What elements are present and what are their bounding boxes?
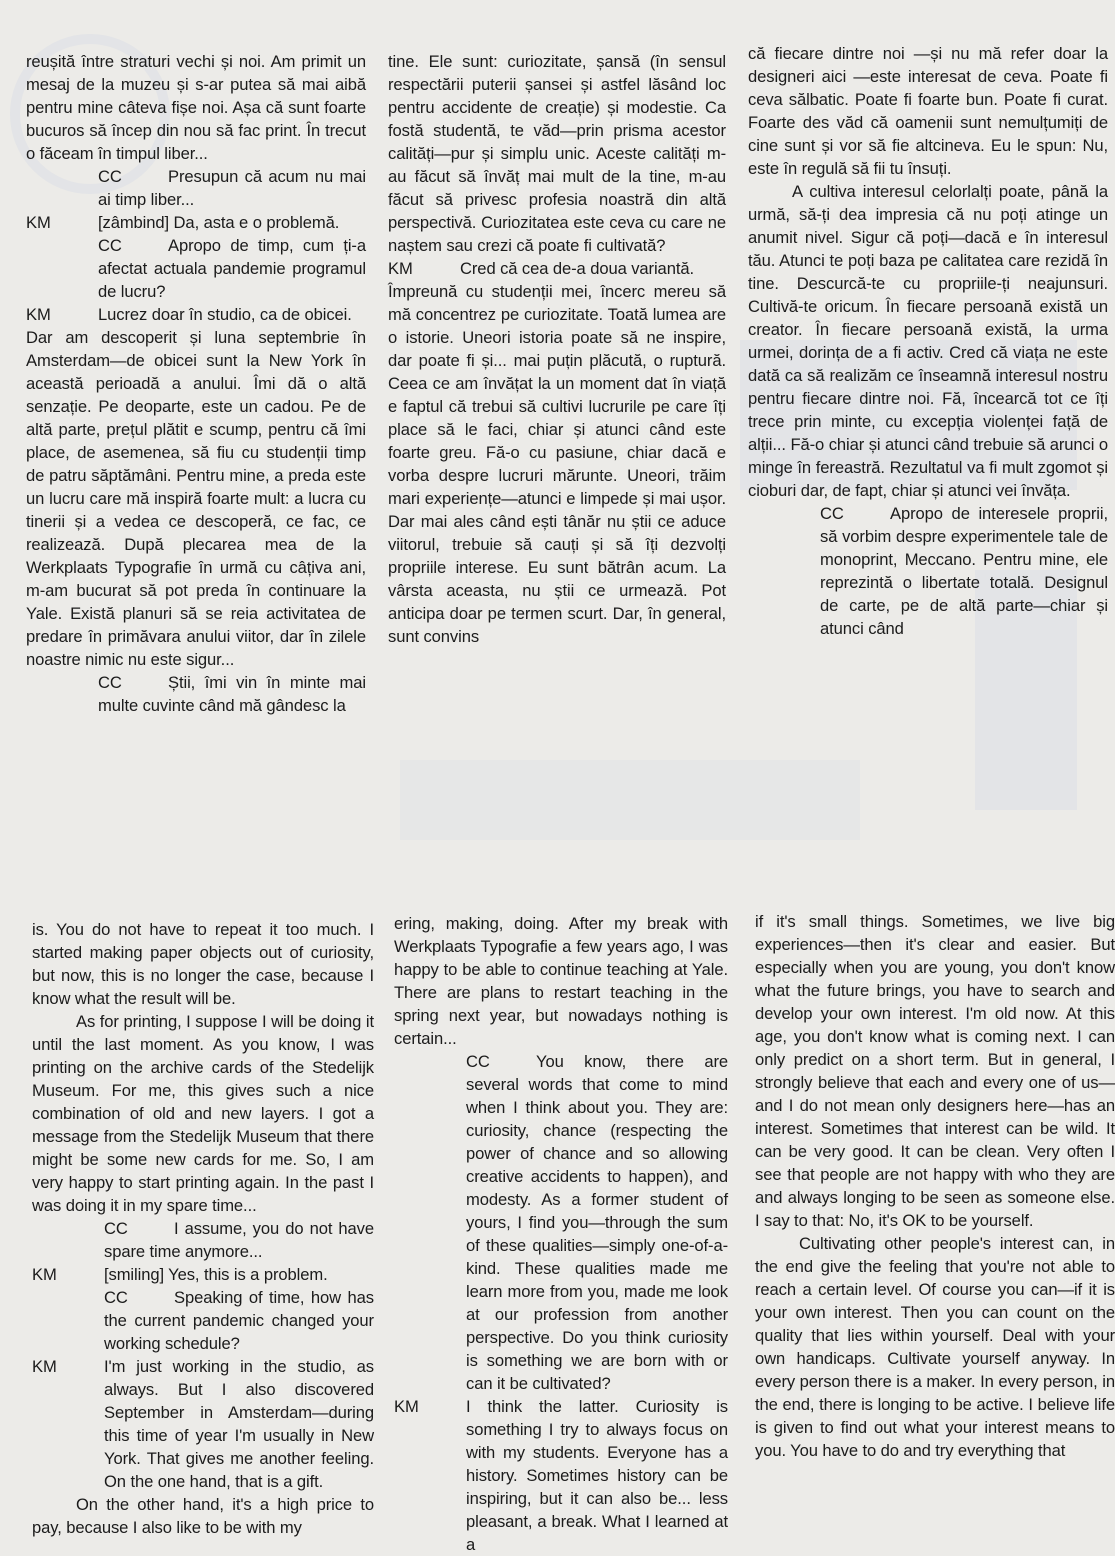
speaker-label: KM: [26, 305, 51, 324]
turn-text: [zâmbind] Da, asta e o problemă.: [98, 213, 340, 232]
english-column-1: [32, 918, 374, 1539]
interview-turn: [388, 257, 726, 280]
speaker-label: CC: [98, 673, 122, 692]
paragraph: is. You do not have to repeat it too much. I started making paper objects out of curiosity, but now, this is no longer the case, because I know what the result will be.: [32, 920, 374, 1008]
romanian-column-2: [388, 50, 726, 648]
romanian-column-1: [26, 50, 366, 717]
turn-text: Cred că cea de-a doua variantă.: [460, 259, 694, 278]
speaker-label: KM: [394, 1397, 419, 1416]
interview-turn: [394, 1395, 728, 1556]
interviewer-turn: [394, 1050, 728, 1395]
turn-text: Speaking of time, how has the current pandemic changed your working schedule?: [104, 1288, 374, 1353]
paragraph: Cultivating other people's interest can, in the end give the feeling that you're not able to reach a certain level. Of course you can—if it is your own interest. Then you can count on the quality that lies within yourself. Deal with your own handicaps. Cultivate yourself anyway. In every person there is a maker. In every person, in the end, there is longing to be active. I believe life is given to find out what your interest means to you. You have to do and try everything that: [755, 1234, 1115, 1460]
paragraph: On the other hand, it's a high price to pay, because I also like to be with my: [32, 1495, 374, 1537]
speaker-label: KM: [388, 259, 413, 278]
interviewer-turn: [26, 165, 366, 211]
english-column-2: [394, 912, 728, 1556]
speaker-label: KM: [32, 1265, 57, 1284]
speaker-label: CC: [104, 1219, 128, 1238]
turn-text: I think the latter. Curiosity is something I try to always focus on with my students. Everyone has a history. Sometimes history can be inspiring, but it can also be... less pleasant, a break. What I learned at a: [466, 1397, 728, 1554]
interviewer-turn: [748, 502, 1108, 640]
paragraph: că fiecare dintre noi —și nu mă refer doar la designeri aici —este interesat de ceva. Poate fi ceva sălbatic. Poate fi foarte bun. Poate fi curat. Foarte des văd că oamenii sunt nemulțumiți de cine sunt și vor să fie altcineva. Eu le spun: Nu, este în regulă să fii tu însuți.: [748, 44, 1108, 178]
turn-text: I'm just working in the studio, as always. But I also discovered September in Amsterdam—during this time of year I'm usually in New York. That gives me another feeling. On the one hand, that is a gift.: [104, 1357, 374, 1491]
turn-text: Apropo de interesele proprii, să vorbim despre experimentele tale de monoprint, Meccano. Pentru mine, ele reprezintă o libertate totală. Designul de carte, pe de altă parte—chiar și atunci când: [820, 504, 1108, 638]
interviewer-turn: [26, 671, 366, 717]
paragraph: tine. Ele sunt: curiozitate, șansă (în sensul respectării puterii șansei și astfel lăsând loc pentru accidente de creație) și modestie. Ca fostă studentă, te văd—prin prisma acestor calități—pur și simplu unic. Aceste calități m-au făcut să învăț mai mult de la tine, m-au făcut să privesc profesia noastră din altă perspectivă. Curiozitatea este ceva cu care ne naștem sau crezi că poate fi cultivată?: [388, 52, 726, 255]
show-through-block: [400, 760, 860, 840]
speaker-label: KM: [32, 1357, 57, 1376]
romanian-column-3: [748, 42, 1108, 640]
turn-text: Știi, îmi vin în minte mai multe cuvinte când mă gândesc la: [98, 673, 366, 715]
turn-text: Lucrez doar în studio, ca de obicei.: [98, 305, 352, 324]
interview-turn: [32, 1263, 374, 1286]
turn-text: Presupun că acum nu mai ai timp liber...: [98, 167, 366, 209]
interviewer-turn: [32, 1286, 374, 1355]
turn-text: I assume, you do not have spare time anymore...: [104, 1219, 374, 1261]
interviewer-turn: [26, 234, 366, 303]
english-column-3: [755, 910, 1115, 1462]
speaker-label: CC: [104, 1288, 128, 1307]
paragraph: if it's small things. Sometimes, we live big experiences—then it's clear and easier. But especially when you are young, you don't know what the future brings, you have to search and develop your own interest. I'm old now. At this age, you don't know what is coming next. I can only predict on a short term. But in general, I strongly believe that each and every one of us—and I do not mean only designers here—has an interest. Sometimes that interest can be wild. It can be very good. It can be clean. Very often I see that people are not happy with who they are and always longing to be seen as someone else. I say to that: No, it's OK to be yourself.: [755, 912, 1115, 1230]
paragraph: ering, making, doing. After my break with Werkplaats Typografie a few years ago, I was happy to be able to continue teaching at Yale. There are plans to restart teaching in the spring next year, but nowadays nothing is certain...: [394, 914, 728, 1048]
interview-turn: [26, 211, 366, 234]
speaker-label: KM: [26, 213, 51, 232]
interview-turn: [26, 303, 366, 326]
paragraph: Împreună cu studenții mei, încerc mereu să mă concentrez pe curiozitate. Toată lumea are o istorie. Uneori istoria poate să ne inspire, dar poate fi și... mai puțin plăcută, o ruptură. Ceea ce am învățat la un moment dat în viață e faptul că trebui să cultivi lucrurile pe care îți place să le faci, chiar și atunci când este foarte greu. Fă-o cu pasiune, chiar dacă e vorba despre lucruri mărunte. Uneori, trăim mari experiențe—atunci e limpede și mai ușor. Dar mai ales când ești tânăr nu știi ce aduce viitorul, trebuie să cauți și să îți dezvolți propriile interese. Eu sunt bătrân acum. La vârsta aceasta, nu știi ce urmează. Pot anticipa doar pe termen scurt. Dar, în general, sunt convins: [388, 282, 726, 646]
paragraph: reușită între straturi vechi și noi. Am primit un mesaj de la muzeu și s-ar putea să mai aibă pentru mine câteva fișe noi. Așa că sunt foarte bucuros să încep din nou să fac print. În trecut o făceam în timpul liber...: [26, 52, 366, 163]
interviewer-turn: [32, 1217, 374, 1263]
speaker-label: CC: [98, 167, 122, 186]
speaker-label: CC: [98, 236, 122, 255]
turn-text: Apropo de timp, cum ți-a afectat actuala pandemie programul de lucru?: [98, 236, 366, 301]
paragraph: Dar am descoperit și luna septembrie în Amsterdam—de obicei sunt la New York în această perioadă a anului. Îmi dă o altă senzație. Pe deoparte, este un cadou. Pe de altă parte, prețul plătit e scump, pentru că îmi place, de asemenea, să fiu cu studenții timp de patru săptămâni. Pentru mine, a preda este un lucru care mă inspiră foarte mult: a lucra cu tinerii și a vedea ce descoperă, ce fac, ce realizează. După plecarea mea de la Werkplaats Typografie în urmă cu câțiva ani, m-am bucurat să pot preda în continuare la Yale. Există planuri să se reia activitatea de predare în primăvara anului viitor, dar în zilele noastre nimic nu este sigur...: [26, 328, 366, 669]
speaker-label: CC: [466, 1052, 490, 1071]
turn-text: You know, there are several words that come to mind when I think about you. They are: curiosity, chance (respecting the power of chance and so allowing creative accidents to happen), and modesty. As a former student of yours, I find you—through the sum of these qualities—simply one-of-a-kind. These qualities made me learn more from you, made me look at our profession from another perspective. Do you think curiosity is something we are born with or can it be cultivated?: [466, 1052, 728, 1393]
paragraph: A cultiva interesul celorlalți poate, până la urmă, să-ți dea impresia că nu poți atinge un anumit nivel. Sigur că poți—dacă e în interesul tău. Atunci te poți baza pe calitatea care rezidă în tine. Descurcă-te cu propriile-ți neajunsuri. Cultivă-te oricum. În fiecare persoană există un creator. În fiecare persoană există, la urma urmei, dorința de a fi activ. Cred că viața ne este dată ca să realizăm ce înseamnă interesul nostru pentru fiecare dintre noi. Fă, încearcă tot ce îți trece prin minte, cu excepția violenței față de alții... Fă-o chiar și atunci când trebuie să arunci o minge în fereastră. Rezultatul va fi mult zgomot și cioburi dar, de fapt, chiar și atunci vei învăța.: [748, 182, 1108, 500]
paragraph: As for printing, I suppose I will be doing it until the last moment. As you know, I was printing on the archive cards of the Stedelijk Museum. For me, this gives such a nice combination of old and new layers. I got a message from the Stedelijk Museum that there might be some new cards for me. So, I am very happy to start printing again. In the past I was doing it in my spare time...: [32, 1012, 374, 1215]
turn-text: [smiling] Yes, this is a problem.: [104, 1265, 328, 1284]
speaker-label: CC: [820, 504, 844, 523]
interview-turn: [32, 1355, 374, 1493]
